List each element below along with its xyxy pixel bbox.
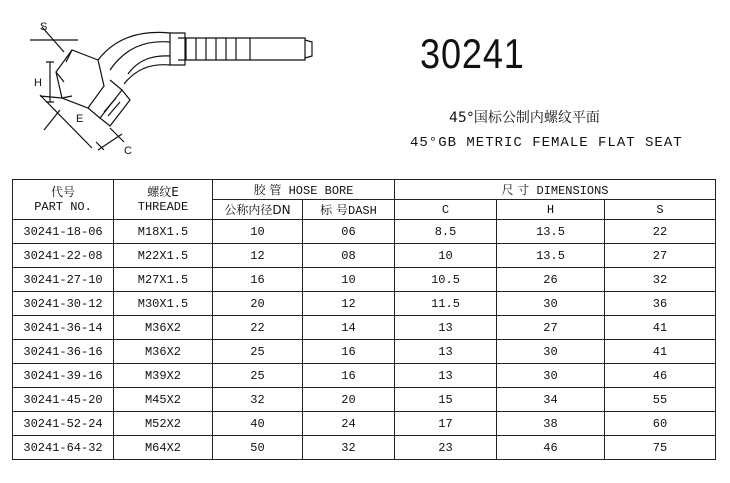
s-cell: 32 <box>605 268 716 292</box>
h-dimension-label: H <box>34 77 42 89</box>
dn-cell: 12 <box>213 244 303 268</box>
dn-cell: 25 <box>213 364 303 388</box>
part-cell: 30241-27-10 <box>13 268 114 292</box>
s-cell: 27 <box>605 244 716 268</box>
dash-cell: 20 <box>303 388 395 412</box>
c-cell: 8.5 <box>395 220 497 244</box>
dn-cell: 10 <box>213 220 303 244</box>
thread-cell: M22X1.5 <box>114 244 213 268</box>
h-header: H <box>497 200 605 220</box>
dn-cell: 50 <box>213 436 303 460</box>
s-cell: 60 <box>605 412 716 436</box>
e-dimension-label: E <box>76 113 84 125</box>
dn-cell: 20 <box>213 292 303 316</box>
c-cell: 13 <box>395 316 497 340</box>
s-cell: 41 <box>605 316 716 340</box>
part-cell: 30241-52-24 <box>13 412 114 436</box>
product-title-en: 45°GB METRIC FEMALE FLAT SEAT <box>410 135 683 151</box>
h-cell: 46 <box>497 436 605 460</box>
dash-cell: 06 <box>303 220 395 244</box>
thread-cell: M52X2 <box>114 412 213 436</box>
c-cell: 11.5 <box>395 292 497 316</box>
thread-cell: M36X2 <box>114 316 213 340</box>
s-cell: 46 <box>605 364 716 388</box>
dn-header: 公称内径DN <box>213 200 303 220</box>
s-cell: 36 <box>605 292 716 316</box>
part-cell: 30241-18-06 <box>13 220 114 244</box>
dn-cell: 22 <box>213 316 303 340</box>
s-dimension-label: S <box>40 21 48 33</box>
c-cell: 15 <box>395 388 497 412</box>
dash-cell: 16 <box>303 340 395 364</box>
hose-bore-header: 胶 管 HOSE BORE <box>213 180 395 200</box>
part-cell: 30241-36-16 <box>13 340 114 364</box>
h-cell: 34 <box>497 388 605 412</box>
h-cell: 26 <box>497 268 605 292</box>
dimensions-table <box>12 179 716 460</box>
dash-cell: 10 <box>303 268 395 292</box>
thread-cell: M30X1.5 <box>114 292 213 316</box>
table-row <box>13 316 716 340</box>
table-row <box>13 388 716 412</box>
c-cell: 13 <box>395 340 497 364</box>
table-row <box>13 340 716 364</box>
part-cell: 30241-22-08 <box>13 244 114 268</box>
s-cell: 22 <box>605 220 716 244</box>
dash-cell: 24 <box>303 412 395 436</box>
table-row <box>13 220 716 244</box>
part-cell: 30241-39-16 <box>13 364 114 388</box>
thread-cell: M27X1.5 <box>114 268 213 292</box>
c-cell: 13 <box>395 364 497 388</box>
h-cell: 30 <box>497 292 605 316</box>
thread-cell: M45X2 <box>114 388 213 412</box>
part-number-title: 30241 <box>420 30 525 77</box>
table-row <box>13 244 716 268</box>
part-cell: 30241-45-20 <box>13 388 114 412</box>
dash-cell: 14 <box>303 316 395 340</box>
part-no-header: 代号 PART NO. <box>13 180 114 220</box>
product-title-cn: 45°国标公制内螺纹平面 <box>449 110 600 126</box>
dimensions-header: 尺 寸 DIMENSIONS <box>395 180 716 200</box>
s-cell: 55 <box>605 388 716 412</box>
thread-cell: M39X2 <box>114 364 213 388</box>
h-cell: 27 <box>497 316 605 340</box>
part-cell: 30241-30-12 <box>13 292 114 316</box>
thread-cell: M64X2 <box>114 436 213 460</box>
c-cell: 10 <box>395 244 497 268</box>
h-cell: 30 <box>497 364 605 388</box>
fitting-drawing <box>0 0 320 175</box>
s-cell: 41 <box>605 340 716 364</box>
c-cell: 10.5 <box>395 268 497 292</box>
table-row <box>13 292 716 316</box>
c-cell: 23 <box>395 436 497 460</box>
thread-header: 螺纹E THREADE <box>114 180 213 220</box>
table-row <box>13 268 716 292</box>
c-cell: 17 <box>395 412 497 436</box>
s-header: S <box>605 200 716 220</box>
dash-cell: 32 <box>303 436 395 460</box>
thread-cell: M36X2 <box>114 340 213 364</box>
dash-cell: 12 <box>303 292 395 316</box>
h-cell: 13.5 <box>497 220 605 244</box>
table-row <box>13 436 716 460</box>
table-row <box>13 364 716 388</box>
s-cell: 75 <box>605 436 716 460</box>
dn-cell: 16 <box>213 268 303 292</box>
c-dimension-label: C <box>124 145 132 157</box>
dash-cell: 08 <box>303 244 395 268</box>
part-cell: 30241-64-32 <box>13 436 114 460</box>
dash-cell: 16 <box>303 364 395 388</box>
dn-cell: 25 <box>213 340 303 364</box>
c-header: C <box>395 200 497 220</box>
part-cell: 30241-36-14 <box>13 316 114 340</box>
dash-header: 标 号DASH <box>303 200 395 220</box>
h-cell: 38 <box>497 412 605 436</box>
dn-cell: 40 <box>213 412 303 436</box>
dn-cell: 32 <box>213 388 303 412</box>
h-cell: 13.5 <box>497 244 605 268</box>
table-row <box>13 412 716 436</box>
h-cell: 30 <box>497 340 605 364</box>
thread-cell: M18X1.5 <box>114 220 213 244</box>
